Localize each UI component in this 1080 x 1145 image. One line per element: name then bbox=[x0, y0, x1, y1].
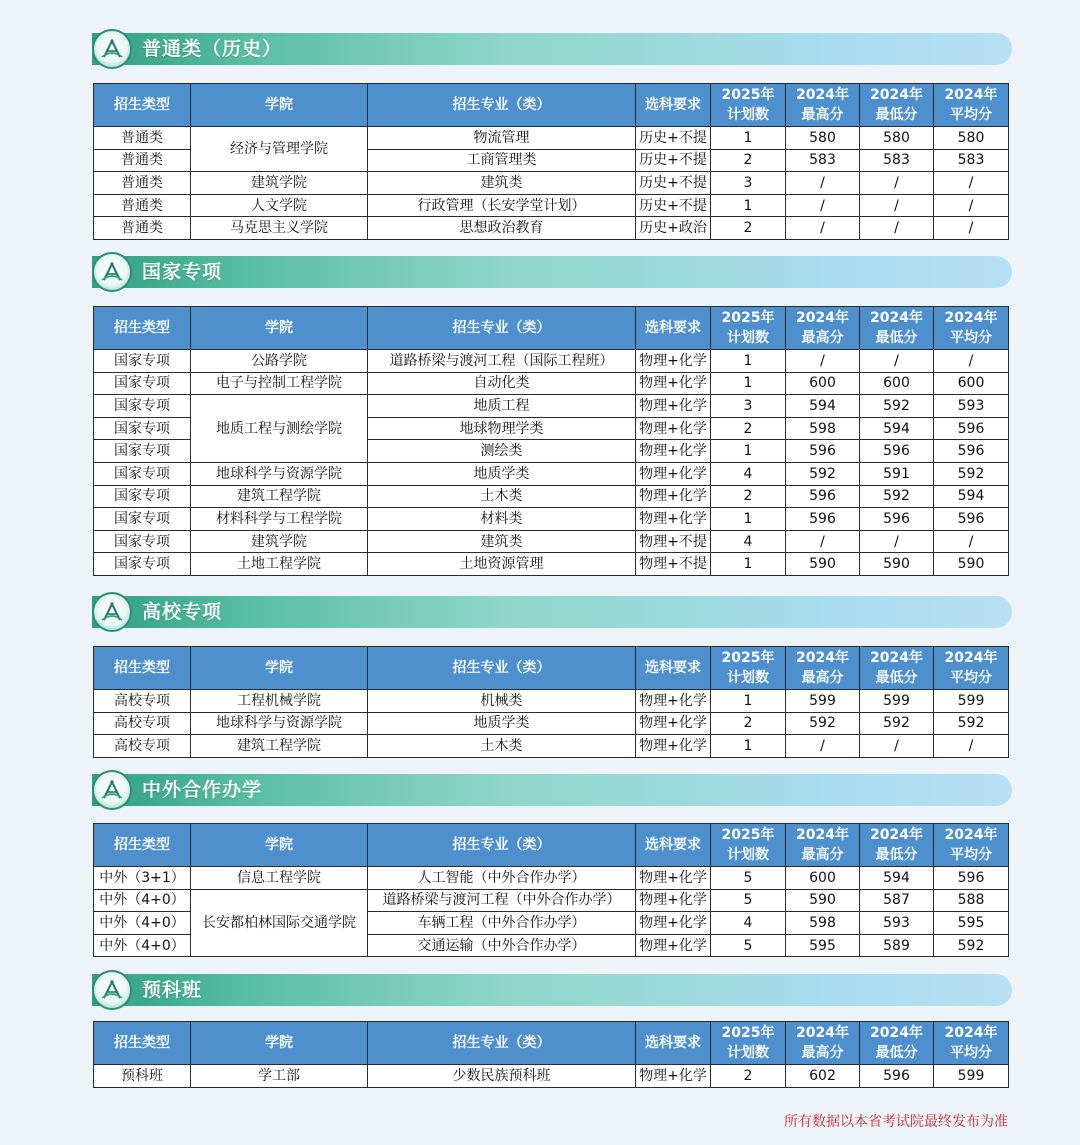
college-cell: 人文学院 bbox=[191, 194, 368, 217]
subject-cell: 物理+化学 bbox=[636, 934, 711, 957]
avg-score-cell: 599 bbox=[934, 1065, 1009, 1088]
min-score-cell: / bbox=[860, 530, 934, 553]
min-score-cell: 594 bbox=[860, 417, 934, 440]
column-header: 学院 bbox=[191, 307, 368, 350]
avg-score-cell: / bbox=[934, 194, 1009, 217]
college-cell: 地球科学与资源学院 bbox=[191, 462, 368, 485]
score-table bbox=[93, 1021, 1009, 1088]
subject-cell: 物理+不提 bbox=[636, 530, 711, 553]
table-header-row bbox=[94, 824, 1009, 867]
column-header: 2025年 计划数 bbox=[711, 1022, 786, 1065]
plan-cell: 1 bbox=[711, 194, 786, 217]
avg-score-cell: 596 bbox=[934, 417, 1009, 440]
max-score-cell: 599 bbox=[786, 690, 860, 713]
table-row bbox=[94, 350, 1009, 373]
subject-cell: 物理+化学 bbox=[636, 912, 711, 935]
section-header-bar bbox=[92, 596, 1012, 628]
major-cell: 自动化类 bbox=[368, 372, 636, 395]
type-cell: 国家专项 bbox=[94, 485, 191, 508]
min-score-cell: 591 bbox=[860, 462, 934, 485]
section-title: 中外合作办学 bbox=[142, 779, 263, 801]
type-cell: 国家专项 bbox=[94, 350, 191, 373]
subject-cell: 物理+化学 bbox=[636, 1065, 711, 1088]
max-score-cell: 590 bbox=[786, 553, 860, 576]
major-cell: 土木类 bbox=[368, 485, 636, 508]
section-title: 预科班 bbox=[142, 979, 203, 1001]
section-logo-badge bbox=[92, 770, 132, 810]
table-row bbox=[94, 690, 1009, 713]
column-header: 2024年 最低分 bbox=[860, 307, 934, 350]
subject-cell: 物理+化学 bbox=[636, 735, 711, 758]
college-cell: 材料科学与工程学院 bbox=[191, 508, 368, 531]
min-score-cell: 592 bbox=[860, 712, 934, 735]
score-table bbox=[93, 306, 1009, 576]
max-score-cell: / bbox=[786, 172, 860, 195]
max-score-cell: 583 bbox=[786, 149, 860, 172]
column-header: 2024年 平均分 bbox=[934, 647, 1009, 690]
column-header: 招生专业（类） bbox=[368, 84, 636, 127]
avg-score-cell: 592 bbox=[934, 934, 1009, 957]
min-score-cell: 596 bbox=[860, 1065, 934, 1088]
section-logo-badge bbox=[92, 592, 132, 632]
table-row bbox=[94, 553, 1009, 576]
avg-score-cell: 592 bbox=[934, 462, 1009, 485]
min-score-cell: 592 bbox=[860, 485, 934, 508]
min-score-cell: 599 bbox=[860, 690, 934, 713]
column-header: 选科要求 bbox=[636, 647, 711, 690]
table-row bbox=[94, 530, 1009, 553]
college-cell: 公路学院 bbox=[191, 350, 368, 373]
column-header: 2024年 最低分 bbox=[860, 824, 934, 867]
college-cell: 地质工程与测绘学院 bbox=[191, 395, 368, 463]
major-cell: 地球物理学类 bbox=[368, 417, 636, 440]
table-header-row bbox=[94, 1022, 1009, 1065]
avg-score-cell: 595 bbox=[934, 912, 1009, 935]
column-header: 2025年 计划数 bbox=[711, 84, 786, 127]
major-cell: 地质工程 bbox=[368, 395, 636, 418]
min-score-cell: / bbox=[860, 194, 934, 217]
type-cell: 普通类 bbox=[94, 149, 191, 172]
column-header: 学院 bbox=[191, 84, 368, 127]
max-score-cell: 590 bbox=[786, 889, 860, 912]
avg-score-cell: 588 bbox=[934, 889, 1009, 912]
section-title: 普通类（历史） bbox=[142, 38, 283, 60]
bridge-logo-icon bbox=[100, 978, 124, 1002]
min-score-cell: 580 bbox=[860, 127, 934, 150]
avg-score-cell: 590 bbox=[934, 553, 1009, 576]
plan-cell: 2 bbox=[711, 1065, 786, 1088]
table-row bbox=[94, 889, 1009, 912]
min-score-cell: / bbox=[860, 735, 934, 758]
max-score-cell: 594 bbox=[786, 395, 860, 418]
type-cell: 国家专项 bbox=[94, 508, 191, 531]
subject-cell: 历史+不提 bbox=[636, 149, 711, 172]
min-score-cell: 596 bbox=[860, 508, 934, 531]
section-logo-badge bbox=[92, 970, 132, 1010]
table-row bbox=[94, 712, 1009, 735]
max-score-cell: 596 bbox=[786, 440, 860, 463]
college-cell: 马克思主义学院 bbox=[191, 217, 368, 240]
plan-cell: 4 bbox=[711, 530, 786, 553]
major-cell: 物流管理 bbox=[368, 127, 636, 150]
avg-score-cell: 580 bbox=[934, 127, 1009, 150]
subject-cell: 物理+不提 bbox=[636, 553, 711, 576]
plan-cell: 2 bbox=[711, 417, 786, 440]
subject-cell: 物理+化学 bbox=[636, 395, 711, 418]
avg-score-cell: / bbox=[934, 530, 1009, 553]
score-table bbox=[93, 83, 1009, 240]
avg-score-cell: / bbox=[934, 172, 1009, 195]
max-score-cell: 596 bbox=[786, 485, 860, 508]
type-cell: 国家专项 bbox=[94, 395, 191, 418]
type-cell: 国家专项 bbox=[94, 440, 191, 463]
subject-cell: 物理+化学 bbox=[636, 372, 711, 395]
column-header: 2024年 平均分 bbox=[934, 84, 1009, 127]
max-score-cell: 598 bbox=[786, 912, 860, 935]
table-header-row bbox=[94, 647, 1009, 690]
type-cell: 国家专项 bbox=[94, 417, 191, 440]
type-cell: 国家专项 bbox=[94, 530, 191, 553]
major-cell: 思想政治教育 bbox=[368, 217, 636, 240]
avg-score-cell: 596 bbox=[934, 440, 1009, 463]
plan-cell: 1 bbox=[711, 440, 786, 463]
column-header: 2024年 最高分 bbox=[786, 824, 860, 867]
avg-score-cell: 600 bbox=[934, 372, 1009, 395]
major-cell: 机械类 bbox=[368, 690, 636, 713]
column-header: 招生专业（类） bbox=[368, 1022, 636, 1065]
min-score-cell: 596 bbox=[860, 440, 934, 463]
college-cell: 经济与管理学院 bbox=[191, 127, 368, 172]
max-score-cell: 600 bbox=[786, 867, 860, 890]
column-header: 学院 bbox=[191, 1022, 368, 1065]
column-header: 招生类型 bbox=[94, 647, 191, 690]
table-row bbox=[94, 735, 1009, 758]
section-title: 国家专项 bbox=[142, 261, 223, 283]
plan-cell: 2 bbox=[711, 712, 786, 735]
avg-score-cell: 596 bbox=[934, 508, 1009, 531]
college-cell: 学工部 bbox=[191, 1065, 368, 1088]
type-cell: 高校专项 bbox=[94, 735, 191, 758]
plan-cell: 1 bbox=[711, 372, 786, 395]
type-cell: 普通类 bbox=[94, 127, 191, 150]
avg-score-cell: 592 bbox=[934, 712, 1009, 735]
table-header-row bbox=[94, 307, 1009, 350]
column-header: 2025年 计划数 bbox=[711, 307, 786, 350]
avg-score-cell: 583 bbox=[934, 149, 1009, 172]
avg-score-cell: 593 bbox=[934, 395, 1009, 418]
plan-cell: 5 bbox=[711, 889, 786, 912]
plan-cell: 1 bbox=[711, 690, 786, 713]
max-score-cell: 596 bbox=[786, 508, 860, 531]
avg-score-cell: / bbox=[934, 735, 1009, 758]
column-header: 招生专业（类） bbox=[368, 824, 636, 867]
column-header: 招生类型 bbox=[94, 1022, 191, 1065]
max-score-cell: 592 bbox=[786, 712, 860, 735]
plan-cell: 1 bbox=[711, 127, 786, 150]
plan-cell: 4 bbox=[711, 462, 786, 485]
column-header: 2024年 最高分 bbox=[786, 307, 860, 350]
column-header: 2024年 最高分 bbox=[786, 84, 860, 127]
max-score-cell: / bbox=[786, 194, 860, 217]
min-score-cell: 600 bbox=[860, 372, 934, 395]
plan-cell: 1 bbox=[711, 350, 786, 373]
type-cell: 中外（3+1） bbox=[94, 867, 191, 890]
section-logo-badge bbox=[92, 29, 132, 69]
plan-cell: 2 bbox=[711, 485, 786, 508]
subject-cell: 历史+不提 bbox=[636, 127, 711, 150]
table-row bbox=[94, 395, 1009, 418]
avg-score-cell: / bbox=[934, 217, 1009, 240]
subject-cell: 物理+化学 bbox=[636, 508, 711, 531]
subject-cell: 历史+不提 bbox=[636, 172, 711, 195]
type-cell: 普通类 bbox=[94, 194, 191, 217]
major-cell: 工商管理类 bbox=[368, 149, 636, 172]
plan-cell: 3 bbox=[711, 395, 786, 418]
college-cell: 建筑工程学院 bbox=[191, 485, 368, 508]
major-cell: 地质学类 bbox=[368, 462, 636, 485]
avg-score-cell: 596 bbox=[934, 867, 1009, 890]
min-score-cell: 592 bbox=[860, 395, 934, 418]
max-score-cell: 598 bbox=[786, 417, 860, 440]
subject-cell: 物理+化学 bbox=[636, 712, 711, 735]
column-header: 招生专业（类） bbox=[368, 307, 636, 350]
plan-cell: 3 bbox=[711, 172, 786, 195]
column-header: 选科要求 bbox=[636, 84, 711, 127]
section-header-bar bbox=[92, 974, 1012, 1006]
major-cell: 道路桥梁与渡河工程（国际工程班） bbox=[368, 350, 636, 373]
min-score-cell: 583 bbox=[860, 149, 934, 172]
avg-score-cell: 599 bbox=[934, 690, 1009, 713]
table-row bbox=[94, 172, 1009, 195]
major-cell: 人工智能（中外合作办学） bbox=[368, 867, 636, 890]
plan-cell: 2 bbox=[711, 149, 786, 172]
type-cell: 中外（4+0） bbox=[94, 912, 191, 935]
plan-cell: 1 bbox=[711, 735, 786, 758]
max-score-cell: 600 bbox=[786, 372, 860, 395]
major-cell: 少数民族预科班 bbox=[368, 1065, 636, 1088]
subject-cell: 物理+化学 bbox=[636, 440, 711, 463]
avg-score-cell: 594 bbox=[934, 485, 1009, 508]
score-table bbox=[93, 646, 1009, 758]
subject-cell: 物理+化学 bbox=[636, 350, 711, 373]
max-score-cell: / bbox=[786, 530, 860, 553]
column-header: 2025年 计划数 bbox=[711, 647, 786, 690]
college-cell: 工程机械学院 bbox=[191, 690, 368, 713]
subject-cell: 历史+不提 bbox=[636, 194, 711, 217]
subject-cell: 物理+化学 bbox=[636, 690, 711, 713]
plan-cell: 5 bbox=[711, 867, 786, 890]
major-cell: 土地资源管理 bbox=[368, 553, 636, 576]
table-row bbox=[94, 508, 1009, 531]
subject-cell: 物理+化学 bbox=[636, 867, 711, 890]
column-header: 2024年 最低分 bbox=[860, 1022, 934, 1065]
type-cell: 国家专项 bbox=[94, 462, 191, 485]
section-logo-badge bbox=[92, 252, 132, 292]
score-table bbox=[93, 823, 1009, 957]
major-cell: 测绘类 bbox=[368, 440, 636, 463]
column-header: 招生类型 bbox=[94, 307, 191, 350]
type-cell: 国家专项 bbox=[94, 372, 191, 395]
max-score-cell: 592 bbox=[786, 462, 860, 485]
max-score-cell: 595 bbox=[786, 934, 860, 957]
type-cell: 预科班 bbox=[94, 1065, 191, 1088]
major-cell: 土木类 bbox=[368, 735, 636, 758]
min-score-cell: 593 bbox=[860, 912, 934, 935]
type-cell: 普通类 bbox=[94, 172, 191, 195]
min-score-cell: / bbox=[860, 217, 934, 240]
major-cell: 交通运输（中外合作办学） bbox=[368, 934, 636, 957]
column-header: 选科要求 bbox=[636, 1022, 711, 1065]
subject-cell: 物理+化学 bbox=[636, 462, 711, 485]
min-score-cell: / bbox=[860, 172, 934, 195]
table-row bbox=[94, 867, 1009, 890]
major-cell: 建筑类 bbox=[368, 172, 636, 195]
table-row bbox=[94, 485, 1009, 508]
bridge-logo-icon bbox=[100, 600, 124, 624]
column-header: 2024年 平均分 bbox=[934, 307, 1009, 350]
section-header-bar bbox=[92, 256, 1012, 288]
major-cell: 车辆工程（中外合作办学） bbox=[368, 912, 636, 935]
column-header: 招生专业（类） bbox=[368, 647, 636, 690]
college-cell: 长安都柏林国际交通学院 bbox=[191, 889, 368, 957]
type-cell: 高校专项 bbox=[94, 712, 191, 735]
type-cell: 高校专项 bbox=[94, 690, 191, 713]
column-header: 2024年 最高分 bbox=[786, 647, 860, 690]
max-score-cell: / bbox=[786, 217, 860, 240]
major-cell: 建筑类 bbox=[368, 530, 636, 553]
table-row bbox=[94, 127, 1009, 150]
college-cell: 地球科学与资源学院 bbox=[191, 712, 368, 735]
min-score-cell: / bbox=[860, 350, 934, 373]
college-cell: 建筑学院 bbox=[191, 530, 368, 553]
min-score-cell: 590 bbox=[860, 553, 934, 576]
min-score-cell: 594 bbox=[860, 867, 934, 890]
bridge-logo-icon bbox=[100, 37, 124, 61]
college-cell: 建筑学院 bbox=[191, 172, 368, 195]
college-cell: 电子与控制工程学院 bbox=[191, 372, 368, 395]
college-cell: 建筑工程学院 bbox=[191, 735, 368, 758]
min-score-cell: 589 bbox=[860, 934, 934, 957]
table-row bbox=[94, 462, 1009, 485]
column-header: 学院 bbox=[191, 824, 368, 867]
column-header: 招生类型 bbox=[94, 824, 191, 867]
subject-cell: 物理+化学 bbox=[636, 417, 711, 440]
section-title: 高校专项 bbox=[142, 601, 223, 623]
table-header-row bbox=[94, 84, 1009, 127]
type-cell: 国家专项 bbox=[94, 553, 191, 576]
major-cell: 行政管理（长安学堂计划） bbox=[368, 194, 636, 217]
major-cell: 道路桥梁与渡河工程（中外合作办学） bbox=[368, 889, 636, 912]
bridge-logo-icon bbox=[100, 260, 124, 284]
type-cell: 中外（4+0） bbox=[94, 934, 191, 957]
column-header: 招生类型 bbox=[94, 84, 191, 127]
college-cell: 土地工程学院 bbox=[191, 553, 368, 576]
plan-cell: 2 bbox=[711, 217, 786, 240]
column-header: 2024年 平均分 bbox=[934, 824, 1009, 867]
plan-cell: 5 bbox=[711, 934, 786, 957]
table-row bbox=[94, 372, 1009, 395]
plan-cell: 1 bbox=[711, 508, 786, 531]
subject-cell: 物理+化学 bbox=[636, 485, 711, 508]
table-row bbox=[94, 194, 1009, 217]
min-score-cell: 587 bbox=[860, 889, 934, 912]
college-cell: 信息工程学院 bbox=[191, 867, 368, 890]
max-score-cell: / bbox=[786, 350, 860, 373]
type-cell: 普通类 bbox=[94, 217, 191, 240]
major-cell: 地质学类 bbox=[368, 712, 636, 735]
column-header: 2024年 最高分 bbox=[786, 1022, 860, 1065]
column-header: 学院 bbox=[191, 647, 368, 690]
column-header: 选科要求 bbox=[636, 824, 711, 867]
max-score-cell: / bbox=[786, 735, 860, 758]
column-header: 2025年 计划数 bbox=[711, 824, 786, 867]
table-row bbox=[94, 1065, 1009, 1088]
max-score-cell: 580 bbox=[786, 127, 860, 150]
bridge-logo-icon bbox=[100, 778, 124, 802]
column-header: 2024年 平均分 bbox=[934, 1022, 1009, 1065]
major-cell: 材料类 bbox=[368, 508, 636, 531]
type-cell: 中外（4+0） bbox=[94, 889, 191, 912]
plan-cell: 1 bbox=[711, 553, 786, 576]
column-header: 2024年 最低分 bbox=[860, 647, 934, 690]
column-header: 2024年 最低分 bbox=[860, 84, 934, 127]
column-header: 选科要求 bbox=[636, 307, 711, 350]
plan-cell: 4 bbox=[711, 912, 786, 935]
subject-cell: 物理+化学 bbox=[636, 889, 711, 912]
table-row bbox=[94, 217, 1009, 240]
data-disclaimer: 所有数据以本省考试院最终发布为准 bbox=[784, 1114, 1008, 1130]
subject-cell: 历史+政治 bbox=[636, 217, 711, 240]
max-score-cell: 602 bbox=[786, 1065, 860, 1088]
avg-score-cell: / bbox=[934, 350, 1009, 373]
